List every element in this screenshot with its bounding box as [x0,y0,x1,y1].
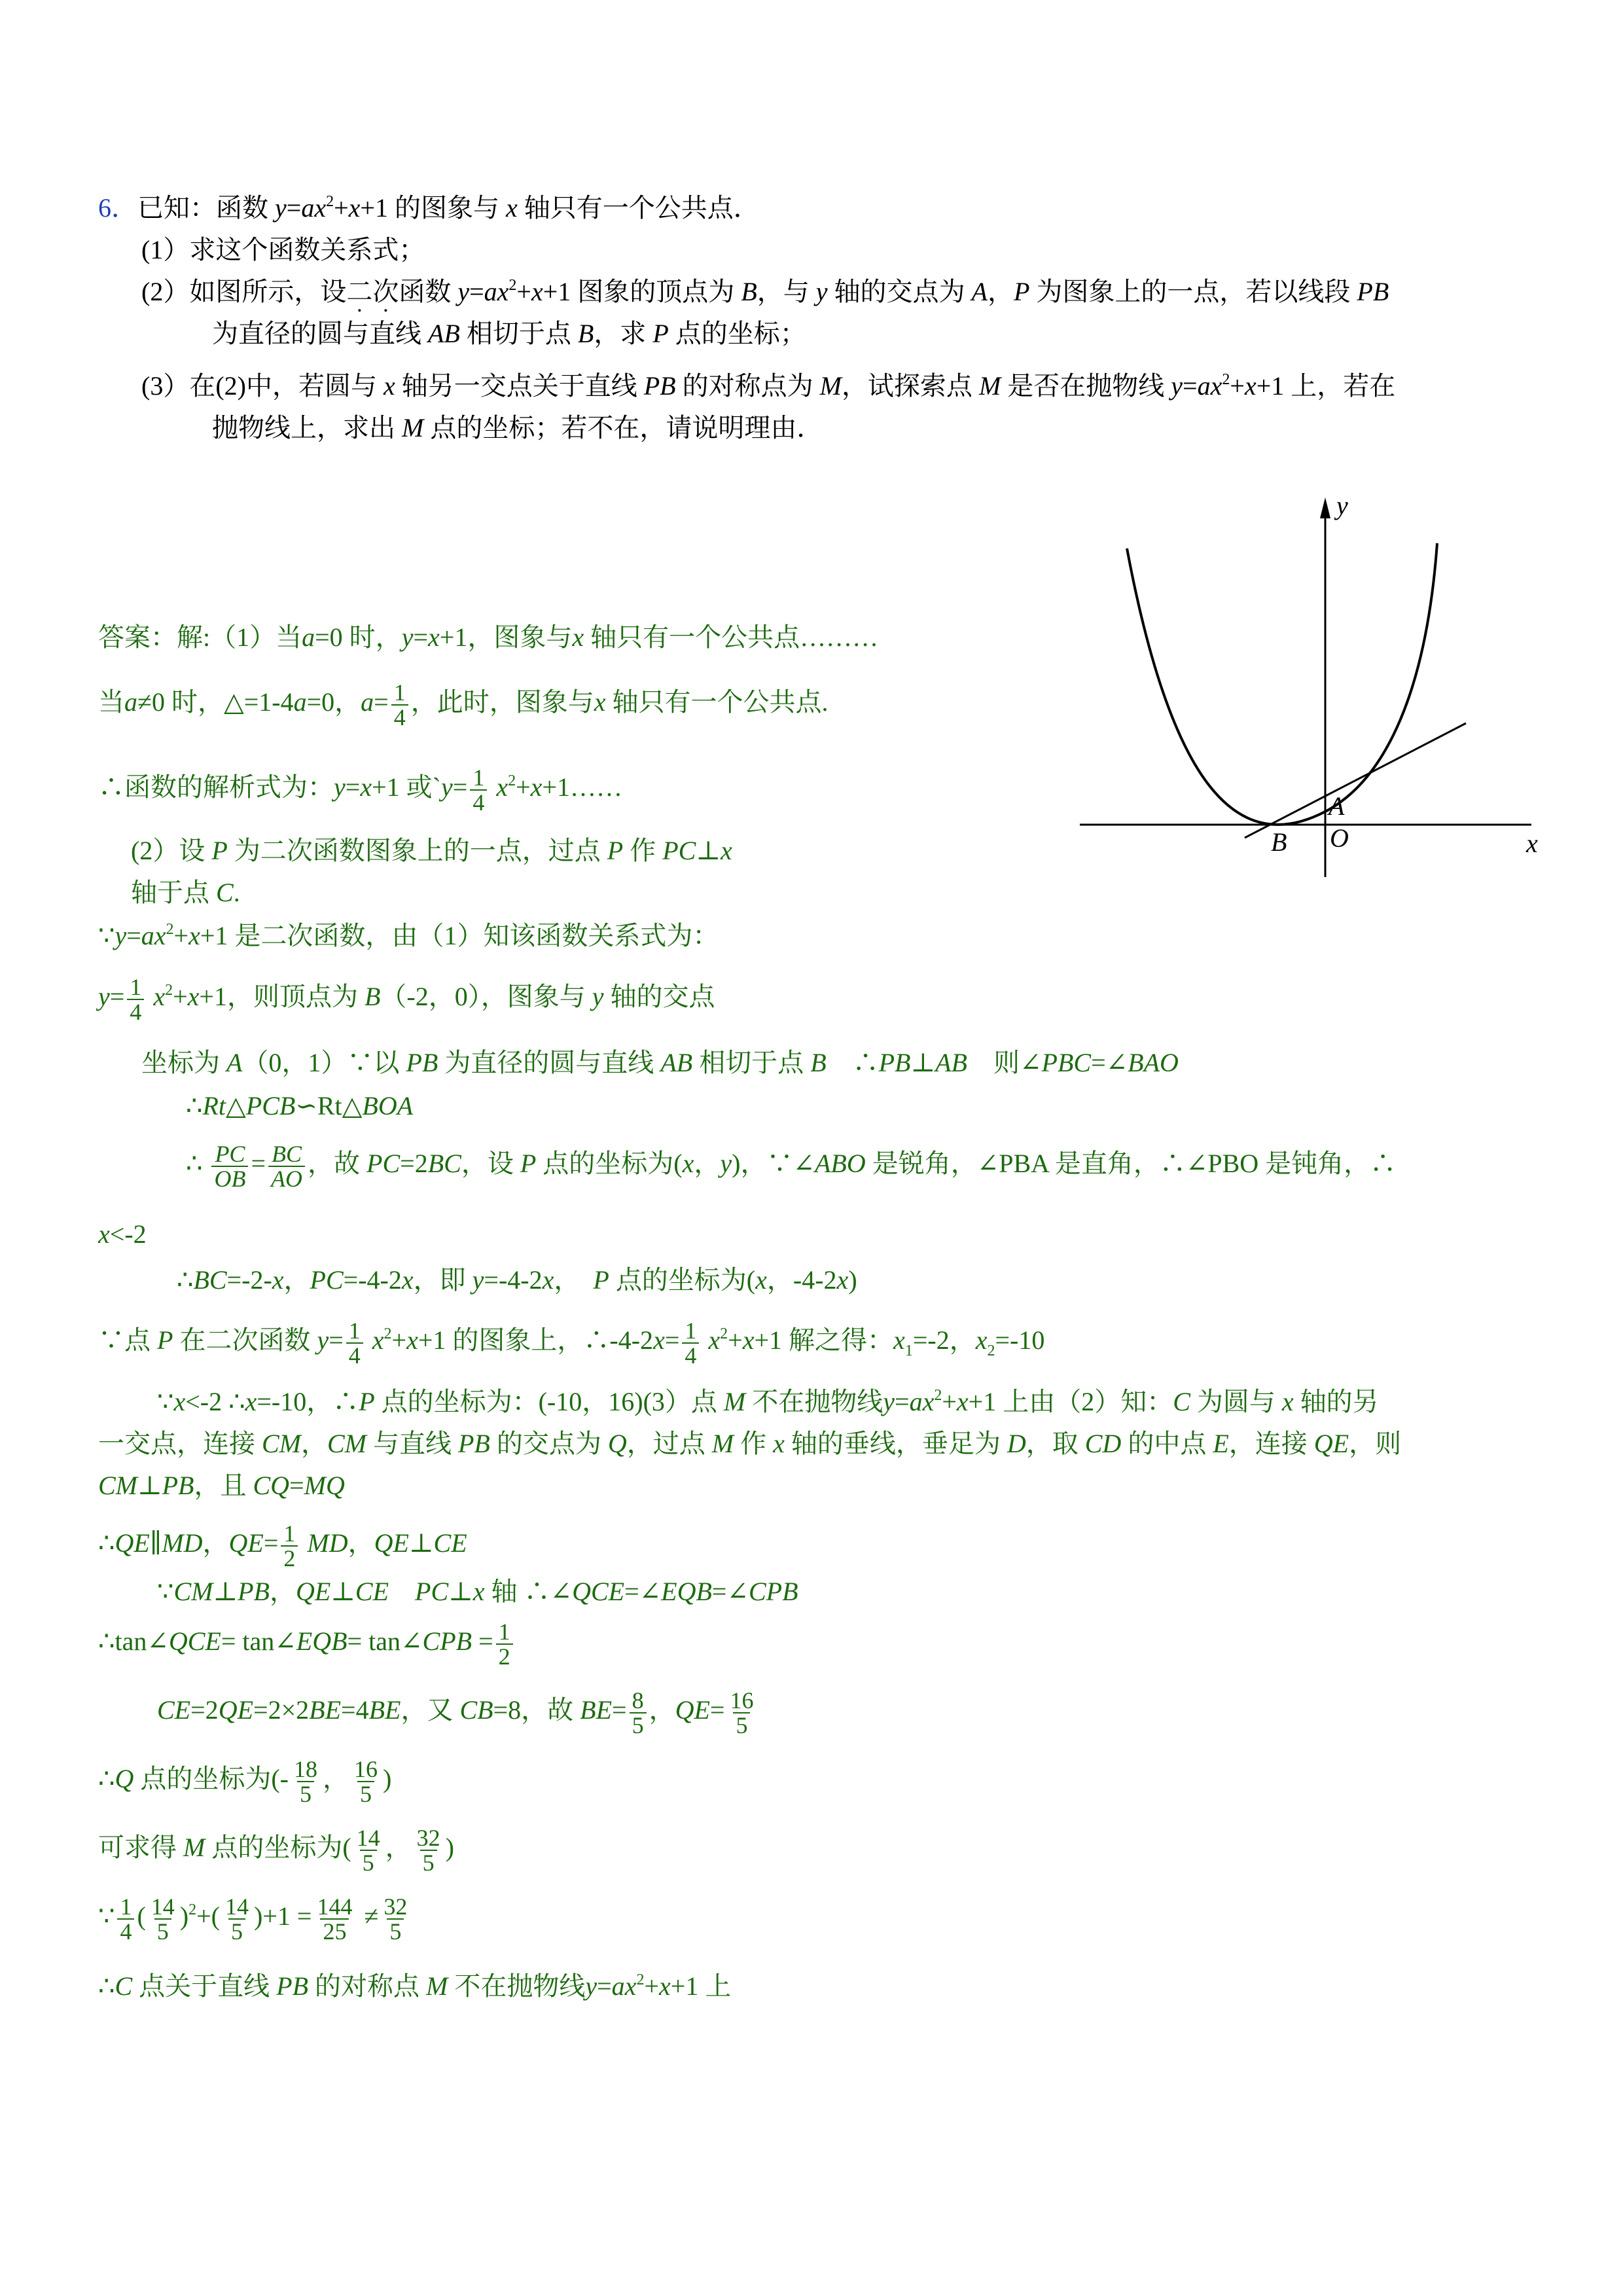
answer-line-22: 可求得 M 点的坐标为( $\frac{14}{5}$ ， $\frac{32}{5}$ ) [98,1825,454,1876]
answer-line-5: 轴于点 C. [131,878,240,907]
answer-line-16: CM⊥PB，且 CQ=MQ [98,1471,345,1500]
answer-line-21: ∴Q 点的坐标为(- $\frac{18}{5}$ ， $\frac{16}{5}$ ) [98,1756,392,1807]
question-part1: (1）求这个函数关系式； [141,235,425,264]
question-part3-line1: (3）在(2)中，若圆与 x 轴另一交点关于直线 PB 的对称点为 M，试探索点 M 是否在抛物线 $y=ax^2+x+1$ 上，若在 [141,371,1396,401]
question-part2-line2: 为直径的圆与直线 AB 相切于点 B，求 P 点的坐标； [212,319,806,348]
y-axis-arrow-icon [1320,497,1330,518]
point-b-label: B [1271,827,1287,857]
answer-line-11: x<-2 [98,1219,147,1249]
answer-line-18: ∵CM⊥PB，QE⊥CE PC⊥x 轴 ∴∠QCE=∠EQB=∠CPB [157,1577,798,1606]
answer-line-24: ∴C 点关于直线 PB 的对称点 M 不在抛物线$y=ax^2+x+1$ 上 [98,1971,732,2001]
answer-line-2: 当a≠0 时，△=1-4a=0，a= $\frac{1}{4}$ ，此时，图象与x 轴只有一个公共点. [98,679,829,730]
answer-line-12: ∴BC=-2-x，PC=-4-2x，即 y=-4-2x， P 点的坐标为(x，-4-2x) [177,1265,857,1295]
parabola-curve [1127,543,1437,825]
answer-line-23: ∵ $\frac{1}{4}$ ( $\frac{14}{5}$ )$^2$+( $\frac{14}{5}$ )+1 = $\frac{144}{25}$ ≠ $\frac{32}{5}$ [98,1893,408,1945]
answer-line-17: ∴QE∥MD，QE= $\frac{1}{2}$ MD，QE⊥CE [98,1520,467,1571]
answer-line-1: 答案：解:（1）当a=0 时，y=x+1，图象与x 轴只有一个公共点……… [98,622,879,652]
question-stem: 6．已知：函数 $y=ax^2+x+1$ 的图象与 x 轴只有一个公共点． [98,193,760,223]
answer-line-6: $\because y=ax^2+x+1$ 是二次函数，由（1）知该函数关系式为： [98,921,719,950]
answer-line-14: ∵x<-2 ∴x=-10，∴P 点的坐标为：(-10，16)(3）点 M 不在抛物线$y=ax^2+x+1$ 上由（2）知：C 为圆与 x 轴的另 [157,1387,1379,1416]
question-number: 6 [98,193,111,223]
answer-line-13: ∵点 P 在二次函数 y= $\frac{1}{4}$ $x^2+x+1$ 的图象上，∴-4-2x= $\frac{1}{4}$ $x^2+x+1$ 解之得：$x_1=-2$，$x_2=-10$ [98,1318,1045,1369]
origin-label: O [1330,823,1349,853]
answer-line-15: 一交点，连接 CM，CM 与直线 PB 的交点为 Q，过点 M 作 x 轴的垂线，垂足为 D，取 CD 的中点 E，连接 QE，则 [98,1429,1402,1458]
point-a-label: A [1329,791,1345,821]
answer-line-8: 坐标为 A（0，1）∵以 PB 为直径的圆与直线 AB 相切于点 B ∴PB⊥AB 则∠PBC=∠BAO [141,1048,1179,1077]
answer-line-19: ∴tan∠QCE= tan∠EQB= tan∠CPB = $\frac{1}{2}$ [98,1620,516,1668]
y-axis-label: y [1336,491,1348,520]
answer-line-7: y= $\frac{1}{4}$ $x^2+x+1$，则顶点为 B（-2，0），图象与 y 轴的交点 [98,974,715,1025]
answer-line-20: CE=2QE=2×2BE=4BE，又 CB=8，故 BE= $\frac{8}{5}$ ，QE= $\frac{16}{5}$ [157,1687,754,1738]
question-part2-line1: (2）如图所示，设二次函数 $y=ax^2+x+1$ 图象的顶点为 B，与 y 轴的交点为 A，P 为图象上的一点，若以线段 PB [141,277,1389,306]
answer-line-3: ∴函数的解析式为：y=x+1 或`y= $\frac{1}{4}$ $x^2+x+1\dots\dots$ [98,764,622,816]
tangent-line [1245,723,1466,838]
question-part3-line2: 抛物线上，求出 M 点的坐标；若不在，请说明理由． [212,413,823,442]
answer-line-10: ∴ $\frac{PC}{OB}$ = $\frac{BC}{AO}$ ，故 PC=2BC，设 P 点的坐标为(x，y)，∵∠ABO 是锐角，∠PBA 是直角，∴∠PBO 是钝角，∴ [186,1141,1397,1192]
x-axis-label: x [1526,829,1538,858]
answer-line-9: ∴Rt△PCB∽Rt△BOA [186,1091,414,1121]
answer-line-4: (2）设 P 为二次函数图象上的一点，过点 P 作 PC⊥x [131,836,732,865]
parabola-figure [1073,491,1558,884]
